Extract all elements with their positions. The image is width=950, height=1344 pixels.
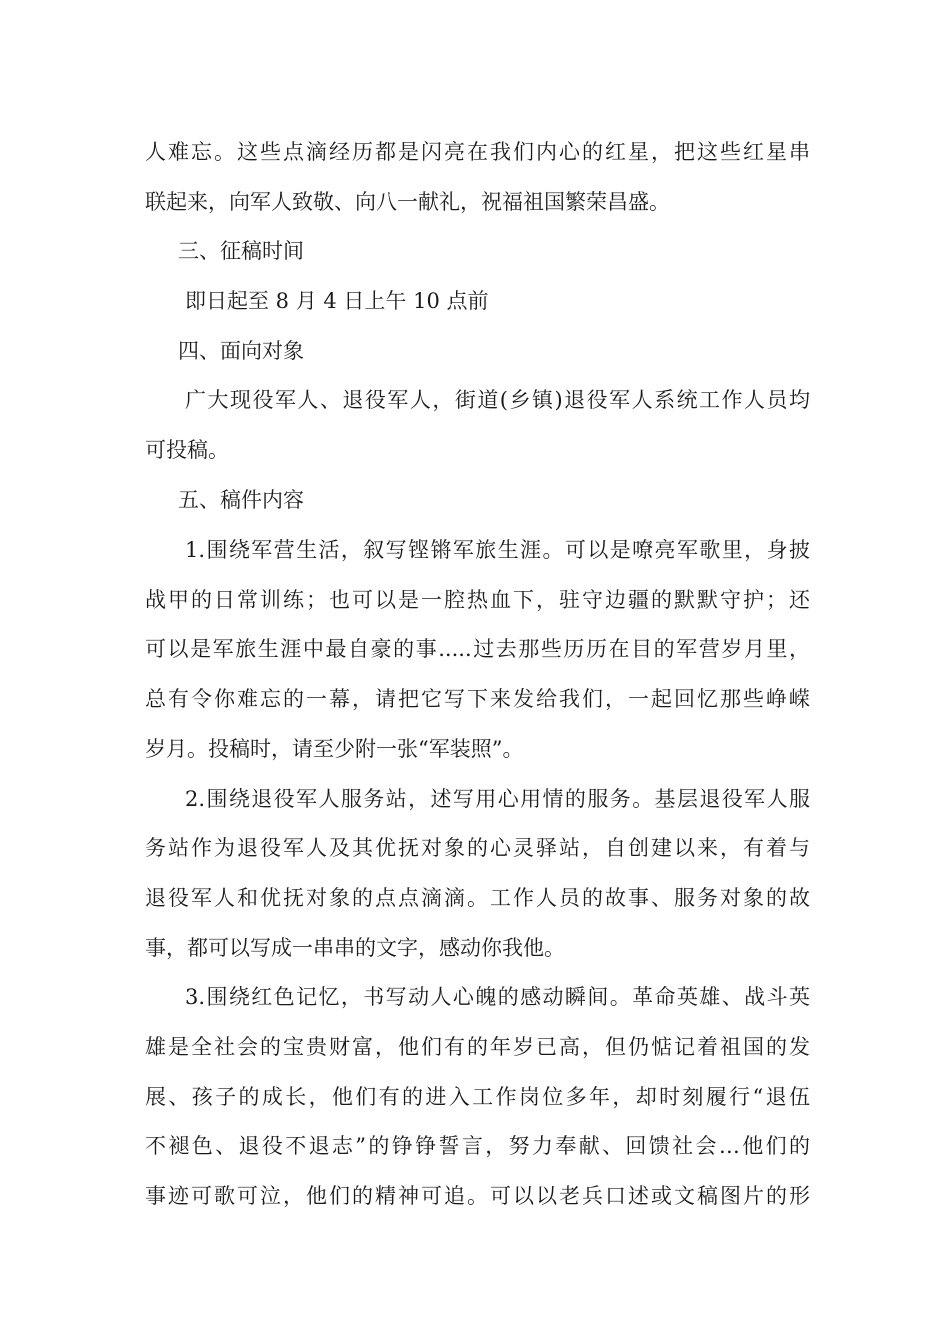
body-line: 总有令你难忘的一幕，请把它写下来发给我们，一起回忆那些峥嵘 bbox=[145, 687, 810, 711]
body-line: 即日起至 8 月 4 日上午 10 点前 bbox=[185, 289, 489, 313]
section-heading: 五、稿件内容 bbox=[178, 488, 304, 512]
body-line: 退役军人和优抚对象的点点滴滴。工作人员的故事、服务对象的故 bbox=[145, 886, 810, 910]
body-line: 可以是军旅生涯中最自豪的事.....过去那些历历在目的军营岁月里， bbox=[145, 637, 810, 661]
body-line: 不褪色、退役不退志”的铮铮誓言，努力奉献、回馈社会…他们的 bbox=[145, 1134, 810, 1158]
body-line: 联起来，向军人致敬、向八一献礼，祝福祖国繁荣昌盛。 bbox=[145, 190, 670, 214]
body-line: 事迹可歌可泣，他们的精神可追。可以以老兵口述或文稿图片的形 bbox=[145, 1184, 810, 1208]
body-line: 展、孩子的成长，他们有的进入工作岗位多年，却时刻履行“退伍 bbox=[145, 1085, 810, 1109]
body-line: 2.围绕退役军人服务站，述写用心用情的服务。基层退役军人服 bbox=[185, 787, 810, 811]
body-line: 务站作为退役军人及其优抚对象的心灵驿站，自创建以来，有着与 bbox=[145, 836, 810, 860]
section-heading: 三、征稿时间 bbox=[178, 239, 304, 263]
body-line: 人难忘。这些点滴经历都是闪亮在我们内心的红星，把这些红星串 bbox=[145, 140, 810, 164]
body-line: 1.围绕军营生活，叙写铿锵军旅生涯。可以是嘹亮军歌里，身披 bbox=[185, 538, 810, 562]
body-line: 事，都可以写成一串串的文字，感动你我他。 bbox=[145, 936, 565, 960]
section-heading: 四、面向对象 bbox=[178, 339, 304, 363]
body-line: 岁月。投稿时，请至少附一张“军装照”。 bbox=[145, 737, 524, 761]
body-line: 3.围绕红色记忆，书写动人心魄的感动瞬间。革命英雄、战斗英 bbox=[185, 985, 810, 1009]
body-line: 战甲的日常训练；也可以是一腔热血下，驻守边疆的默默守护；还 bbox=[145, 588, 810, 612]
body-line: 可投稿。 bbox=[145, 438, 229, 462]
body-line: 广大现役军人、退役军人，街道(乡镇)退役军人系统工作人员均 bbox=[185, 388, 810, 412]
body-line: 雄是全社会的宝贵财富，他们有的年岁已高，但仍惦记着祖国的发 bbox=[145, 1035, 810, 1059]
